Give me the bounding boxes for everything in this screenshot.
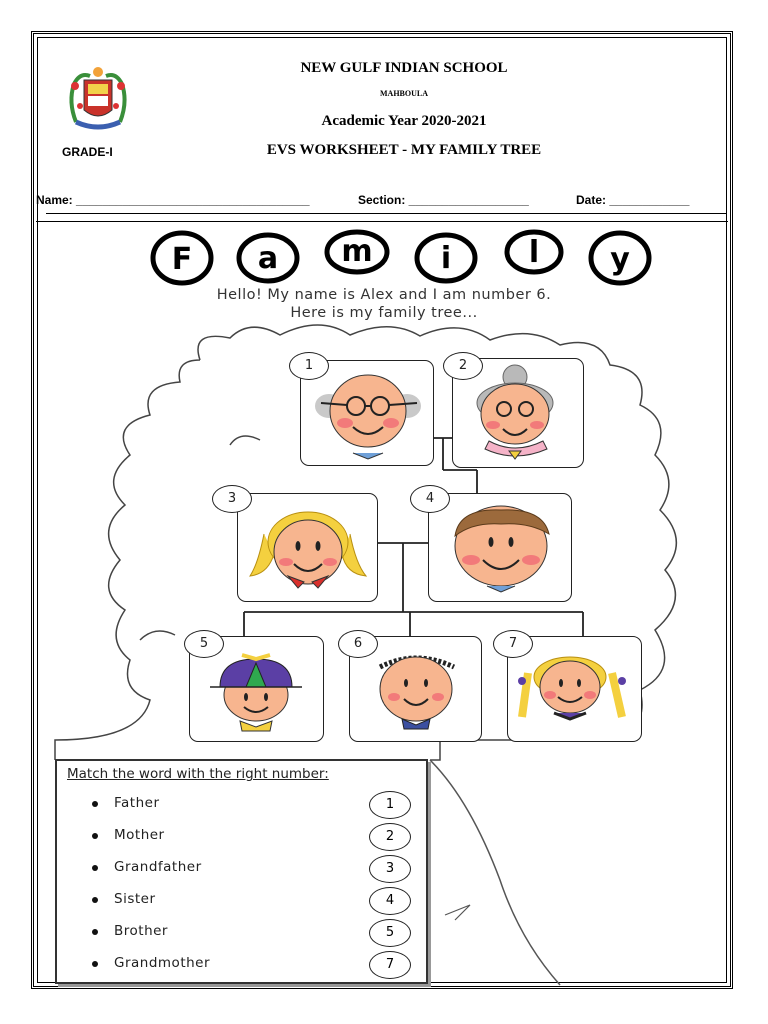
father-portrait	[428, 493, 572, 602]
title-letter: l	[528, 235, 540, 270]
match-word: Grandfather	[114, 859, 202, 875]
match-number[interactable]: 5	[369, 919, 411, 947]
bullet-icon	[92, 929, 98, 935]
title-letter: i	[440, 241, 452, 276]
mother-portrait	[237, 493, 378, 602]
number-bubble: 1	[289, 352, 329, 380]
title-letter: m	[341, 234, 373, 269]
match-row	[57, 887, 427, 915]
grade-label: GRADE-I	[62, 145, 113, 159]
school-location: MAHBOULA	[380, 89, 428, 98]
match-word: Sister	[114, 891, 156, 907]
name-field[interactable]: Name: ___________________________________	[36, 193, 310, 207]
intro-line-2: Here is my family tree...	[290, 305, 478, 321]
number-bubble: 6	[338, 630, 378, 658]
number-bubble: 2	[443, 352, 483, 380]
mother-face-icon	[238, 494, 379, 603]
match-row	[57, 855, 427, 883]
match-instructions: Match the word with the right number:	[67, 766, 329, 782]
match-number[interactable]: 3	[369, 855, 411, 883]
title-letter: y	[610, 242, 630, 277]
match-word: Father	[114, 795, 160, 811]
match-exercise-box	[55, 759, 428, 984]
title-letter: a	[257, 241, 279, 276]
match-word: Brother	[114, 923, 168, 939]
father-face-icon	[429, 494, 573, 603]
match-row	[57, 823, 427, 851]
school-name: NEW GULF INDIAN SCHOOL	[300, 60, 508, 76]
match-number[interactable]: 7	[369, 951, 411, 979]
match-row	[57, 791, 427, 819]
academic-year: Academic Year 2020-2021	[321, 113, 487, 129]
number-bubble: 3	[212, 485, 252, 513]
match-number[interactable]: 4	[369, 887, 411, 915]
title-letter: F	[171, 242, 193, 277]
date-field[interactable]: Date: ____________	[576, 193, 690, 207]
section-field[interactable]: Section: __________________	[358, 193, 529, 207]
match-number[interactable]: 2	[369, 823, 411, 851]
number-bubble: 7	[493, 630, 533, 658]
bullet-icon	[92, 897, 98, 903]
match-word: Grandmother	[114, 955, 211, 971]
match-number[interactable]: 1	[369, 791, 411, 819]
match-row	[57, 919, 427, 947]
intro-line-1: Hello! My name is Alex and I am number 6.	[216, 287, 552, 303]
match-row	[57, 951, 427, 979]
bullet-icon	[92, 865, 98, 871]
bullet-icon	[92, 833, 98, 839]
bullet-icon	[92, 961, 98, 967]
bullet-icon	[92, 801, 98, 807]
match-word: Mother	[114, 827, 165, 843]
worksheet-title: EVS WORKSHEET - MY FAMILY TREE	[266, 142, 542, 158]
number-bubble: 5	[184, 630, 224, 658]
number-bubble: 4	[410, 485, 450, 513]
